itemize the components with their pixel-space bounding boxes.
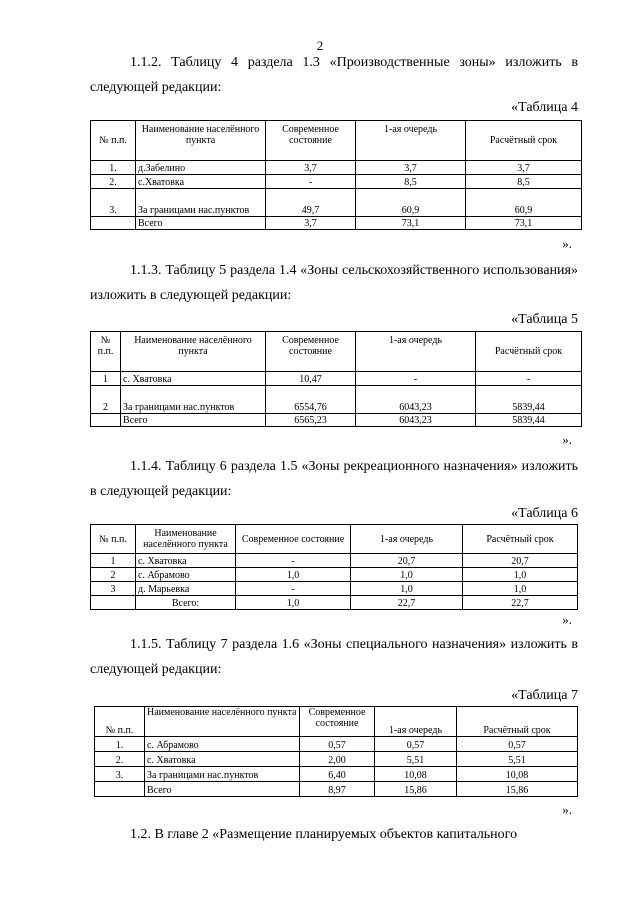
table-7-caption: «Таблица 7 (511, 688, 578, 703)
table-5-close: ». (562, 432, 572, 447)
table-cell: Всего (136, 217, 266, 230)
table-7-close: ». (562, 802, 572, 817)
table-cell: 20,7 (463, 554, 578, 568)
table-cell: Всего: (136, 596, 236, 610)
table-header-row (95, 707, 578, 737)
header-cell: № п.п. (91, 525, 136, 554)
table-cell: 2. (91, 175, 136, 189)
table-cell: 10,47 (266, 372, 356, 386)
table-cell: - (236, 582, 351, 596)
table-cell: д.Забелино (136, 161, 266, 175)
table-cell: 10,08 (375, 767, 457, 782)
table-cell: - (266, 175, 356, 189)
table-cell: 5,51 (457, 752, 578, 767)
table-cell: 15,86 (457, 782, 578, 797)
header-cell: Наименование населённого пункта (145, 707, 300, 737)
header-cell: Расчётный срок (457, 707, 578, 737)
table-cell: Всего (121, 414, 266, 427)
table-cell: с. Абрамово (145, 737, 300, 752)
header-cell: 1-ая очередь (356, 332, 476, 372)
table-cell: 49,7 (266, 189, 356, 217)
table-cell: 60,9 (466, 189, 582, 217)
table-cell: 5839,44 (476, 414, 582, 427)
table-cell: 0,57 (300, 737, 375, 752)
table-cell: 3,7 (466, 161, 582, 175)
table-row (91, 554, 578, 568)
table-7 (94, 706, 578, 797)
table-cell: 2 (91, 568, 136, 582)
table-cell: 2. (95, 752, 145, 767)
table-cell: 1. (95, 737, 145, 752)
table-cell: с.Хватовка (136, 175, 266, 189)
table-header-row (91, 332, 582, 372)
header-cell: Расчётный срок (463, 525, 578, 554)
table-cell: 1,0 (463, 568, 578, 582)
table-cell: с. Хватовка (136, 554, 236, 568)
table-cell: 22,7 (351, 596, 463, 610)
table-5 (90, 331, 582, 427)
table-cell: - (236, 554, 351, 568)
paragraph-1-1-4: 1.1.4. Таблицу 6 раздела 1.5 «Зоны рекреационного назначения» изложить в следующей редакции: (90, 459, 578, 499)
table-cell: с. Хватовка (121, 372, 266, 386)
table-6-close: ». (562, 612, 572, 627)
table-5-caption: «Таблица 5 (511, 312, 578, 327)
table-cell: 1,0 (351, 582, 463, 596)
table-row (95, 752, 578, 767)
header-cell: Современное состояние (266, 332, 356, 372)
table-cell: - (356, 372, 476, 386)
table-row (91, 189, 582, 217)
header-cell: Наименование населённого пункта (136, 525, 236, 554)
table-cell: - (476, 372, 582, 386)
header-cell: № п.п. (91, 332, 121, 372)
table-4 (90, 120, 582, 230)
table-row (91, 372, 582, 386)
table-row (91, 175, 582, 189)
table-cell: 20,7 (351, 554, 463, 568)
table-cell: 8,5 (356, 175, 466, 189)
table-cell: 73,1 (356, 217, 466, 230)
table-cell (91, 596, 136, 610)
header-cell: 1-ая очередь (375, 707, 457, 737)
table-cell: 10,08 (457, 767, 578, 782)
table-cell (91, 414, 121, 427)
table-cell: 3,7 (356, 161, 466, 175)
table-cell (91, 217, 136, 230)
table-cell: 22,7 (463, 596, 578, 610)
page-number: 2 (316, 38, 324, 53)
table-cell: д. Марьевка (136, 582, 236, 596)
table-cell: 3 (91, 582, 136, 596)
table-cell: 1 (91, 554, 136, 568)
table-header-row (91, 121, 582, 161)
table-total-row (91, 414, 582, 427)
table-cell (95, 782, 145, 797)
table-cell: 1. (91, 161, 136, 175)
table-row (95, 737, 578, 752)
header-cell: № п.п. (95, 707, 145, 737)
table-row (91, 568, 578, 582)
table-cell: 6554,76 (266, 386, 356, 414)
table-6 (90, 524, 578, 610)
header-cell: Современное состояние (300, 707, 375, 737)
table-cell: с. Абрамово (136, 568, 236, 582)
table-cell: За границами нас.пунктов (136, 189, 266, 217)
table-cell: 73,1 (466, 217, 582, 230)
table-row (91, 582, 578, 596)
header-cell: Наименование населённого пункта (121, 332, 266, 372)
header-cell: Наименование населённого пункта (136, 121, 266, 161)
table-cell: 1 (91, 372, 121, 386)
table-4-close: ». (562, 236, 572, 251)
table-cell: 1,0 (236, 596, 351, 610)
table-cell: Всего (145, 782, 300, 797)
paragraph-1-1-3: 1.1.3. Таблицу 5 раздела 1.4 «Зоны сельскохозяйственного использования» изложить в следующей редакции: (90, 263, 578, 303)
table-cell: 60,9 (356, 189, 466, 217)
table-cell: 0,57 (457, 737, 578, 752)
paragraph-1-2: 1.2. В главе 2 «Размещение планируемых объектов капитального (130, 827, 518, 842)
table-cell: 0,57 (375, 737, 457, 752)
table-4-caption: «Таблица 4 (511, 100, 578, 115)
table-total-row (91, 596, 578, 610)
table-row (91, 386, 582, 414)
table-cell: 8,5 (466, 175, 582, 189)
table-cell: 8,97 (300, 782, 375, 797)
table-cell: 6043,23 (356, 386, 476, 414)
header-cell: № п.п. (91, 121, 136, 161)
table-cell: 3. (95, 767, 145, 782)
paragraph-1-1-2: 1.1.2. Таблицу 4 раздела 1.3 «Производственные зоны» изложить в следующей редакции: (90, 55, 578, 95)
table-cell: За границами нас.пунктов (121, 386, 266, 414)
table-cell: 2,00 (300, 752, 375, 767)
header-cell: Современное состояние (266, 121, 356, 161)
table-cell: 5,51 (375, 752, 457, 767)
paragraph-1-1-5: 1.1.5. Таблицу 7 раздела 1.6 «Зоны специального назначения» изложить в следующей редакции: (90, 637, 578, 677)
table-cell: 3,7 (266, 161, 356, 175)
header-cell: Современное состояние (236, 525, 351, 554)
table-cell: 15,86 (375, 782, 457, 797)
table-cell: 3. (91, 189, 136, 217)
table-cell: 6043,23 (356, 414, 476, 427)
table-total-row (91, 217, 582, 230)
table-cell: 1,0 (351, 568, 463, 582)
table-cell: 3,7 (266, 217, 356, 230)
table-cell: За границами нас.пунктов (145, 767, 300, 782)
table-6-caption: «Таблица 6 (511, 506, 578, 521)
header-cell: Расчётный срок (476, 332, 582, 372)
header-cell: 1-ая очередь (351, 525, 463, 554)
table-row (95, 767, 578, 782)
table-header-row (91, 525, 578, 554)
table-cell: 5839,44 (476, 386, 582, 414)
table-cell: 1,0 (236, 568, 351, 582)
table-cell: 6,40 (300, 767, 375, 782)
table-total-row (95, 782, 578, 797)
table-row (91, 161, 582, 175)
header-cell: Расчётный срок (466, 121, 582, 161)
header-cell: 1-ая очередь (356, 121, 466, 161)
table-cell: 2 (91, 386, 121, 414)
table-cell: 1,0 (463, 582, 578, 596)
table-cell: с. Хватовка (145, 752, 300, 767)
table-cell: 6565,23 (266, 414, 356, 427)
